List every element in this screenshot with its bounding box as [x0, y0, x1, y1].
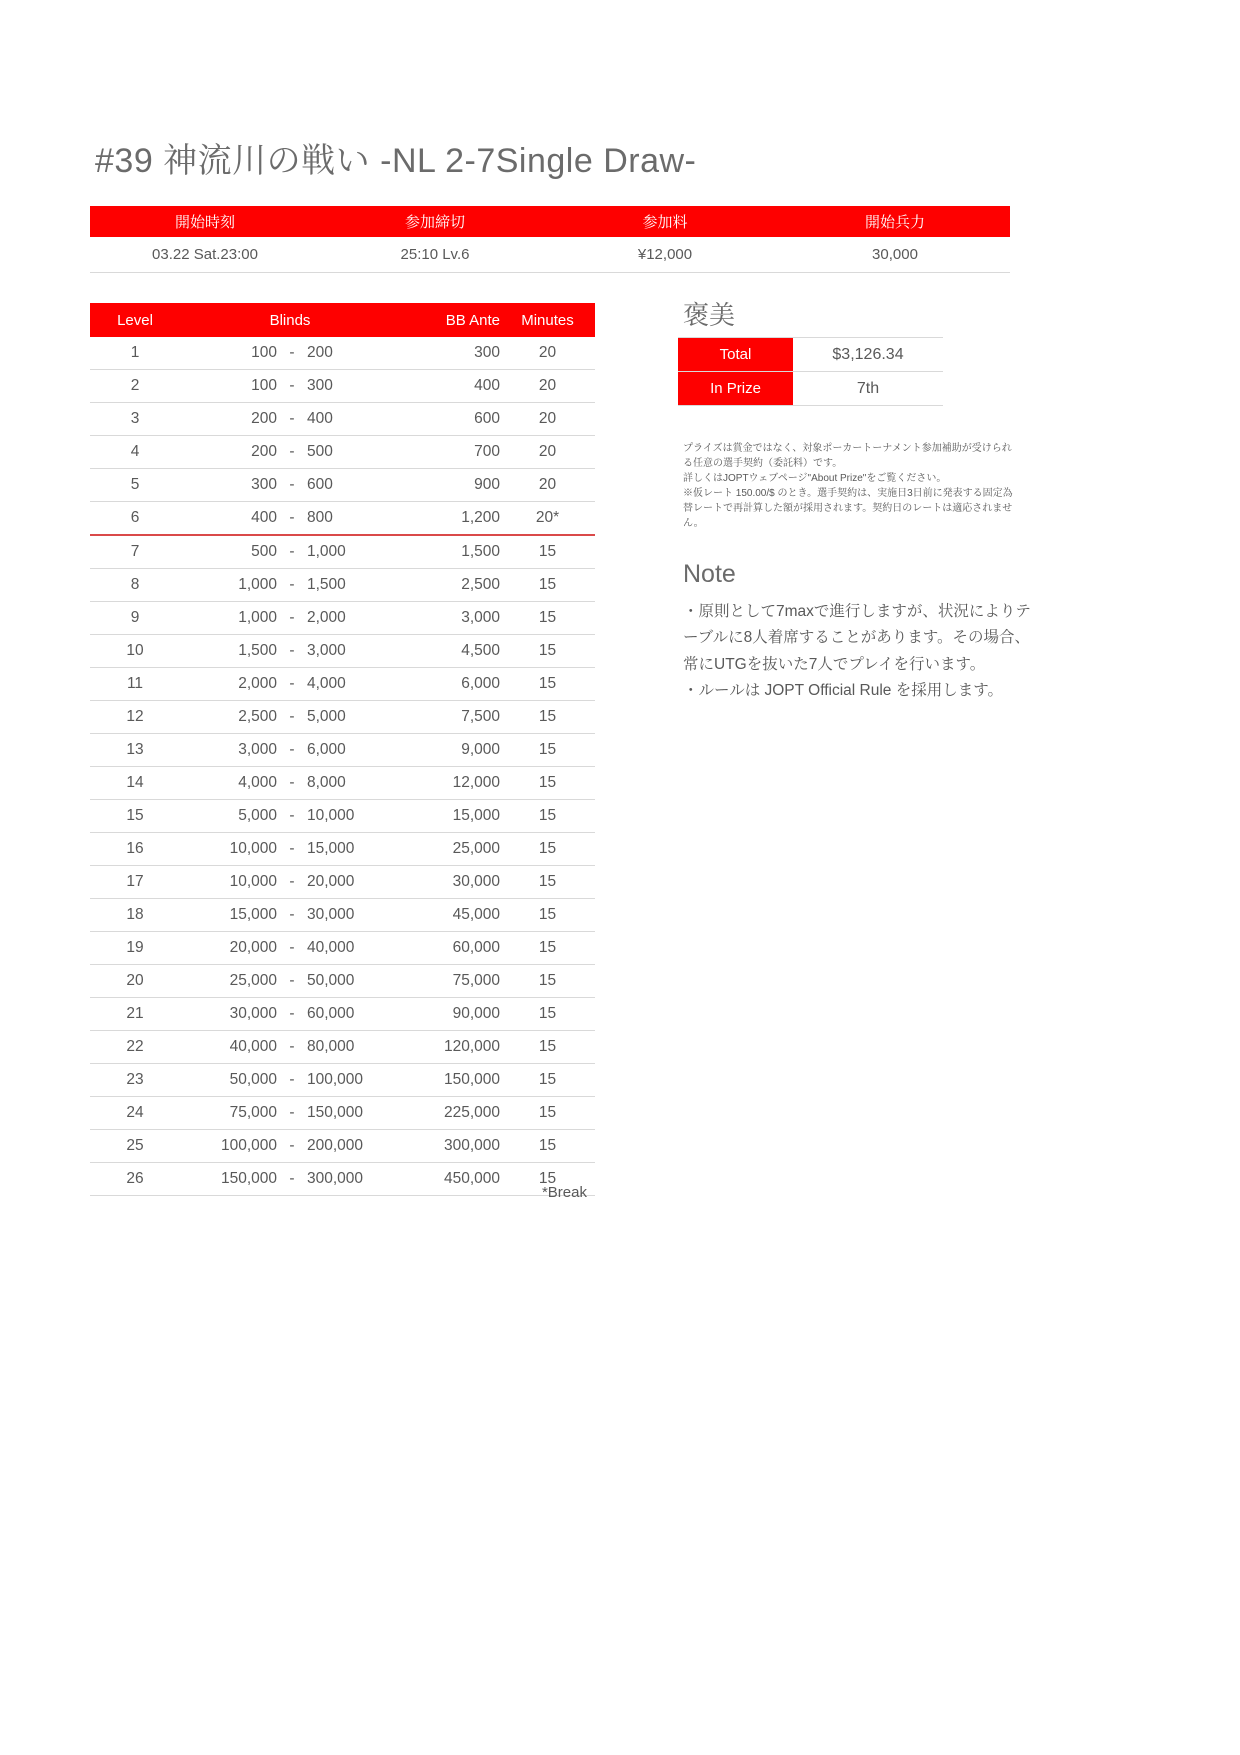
big-blind-value: 50,000	[307, 972, 355, 989]
bb-ante-cell: 600	[474, 410, 500, 427]
minutes-cell: 20	[538, 410, 557, 427]
big-blind-value: 1,500	[307, 576, 346, 593]
big-blind-value: 20,000	[307, 873, 355, 890]
break-footnote: *Break	[541, 1184, 587, 1201]
small-blind-value: 1,000	[238, 576, 277, 593]
info-header-bar	[90, 206, 1010, 237]
structure-row-level-15	[90, 800, 595, 833]
blinds-separator: -	[289, 972, 295, 989]
structure-row-level-11	[90, 668, 595, 701]
big-blind-value: 3,000	[307, 642, 346, 659]
blinds-separator: -	[289, 377, 295, 394]
big-blind-value: 150,000	[307, 1104, 364, 1121]
bb-ante-cell: 9,000	[461, 741, 500, 758]
prize-note-line: ※仮レート 150.00/$ のとき。選手契約は、実施日3日前に発表する固定為替レートで再計算した額が採用されます。契約日のレートは適応されません。	[683, 488, 1013, 529]
blinds-cell	[180, 906, 400, 924]
info-header-cell: 参加料	[642, 214, 688, 231]
info-value-cell: 25:10 Lv.6	[400, 246, 470, 263]
level-cell: 20	[126, 972, 144, 989]
structure-row-level-8	[90, 569, 595, 602]
blinds-cell	[180, 1104, 400, 1122]
small-blind-value: 75,000	[229, 1104, 277, 1121]
blinds-cell	[180, 377, 400, 395]
header-minutes: Minutes	[521, 311, 574, 329]
info-value-cell: 30,000	[872, 246, 918, 263]
small-blind-value: 1,500	[238, 642, 277, 659]
small-blind-value: 300	[251, 476, 277, 493]
blinds-structure-table	[90, 303, 595, 1196]
blinds-cell	[180, 344, 400, 362]
blinds-separator: -	[289, 576, 295, 593]
blinds-cell	[180, 410, 400, 428]
level-cell: 24	[126, 1104, 144, 1121]
structure-row-level-19	[90, 932, 595, 965]
structure-row-level-7	[90, 536, 595, 569]
blinds-cell	[180, 1137, 400, 1155]
structure-row-level-1	[90, 337, 595, 370]
small-blind-value: 500	[251, 543, 277, 560]
blinds-cell	[180, 807, 400, 825]
minutes-cell: 15	[538, 1005, 557, 1022]
minutes-cell: 20	[538, 377, 557, 394]
blinds-separator: -	[289, 1038, 295, 1055]
level-cell: 13	[126, 741, 144, 758]
structure-row-level-25	[90, 1130, 595, 1163]
structure-row-level-10	[90, 635, 595, 668]
blinds-separator: -	[289, 708, 295, 725]
structure-row-level-5	[90, 469, 595, 502]
structure-row-level-20	[90, 965, 595, 998]
bb-ante-cell: 15,000	[452, 807, 500, 824]
bb-ante-cell: 12,000	[452, 774, 500, 791]
header-level: Level	[117, 311, 153, 329]
minutes-cell: 15	[538, 609, 557, 626]
blinds-separator: -	[289, 543, 295, 560]
blinds-cell	[180, 1071, 400, 1089]
minutes-cell: 15	[538, 1038, 557, 1055]
page-title: #39 神流川の戦い -NL 2-7Single Draw-	[95, 142, 697, 180]
minutes-cell: 15	[538, 840, 557, 857]
level-cell: 4	[130, 443, 140, 460]
bb-ante-cell: 225,000	[443, 1104, 500, 1121]
structure-row-level-2	[90, 370, 595, 403]
big-blind-value: 300,000	[307, 1170, 364, 1187]
blinds-cell	[180, 873, 400, 891]
structure-table-header	[90, 303, 595, 337]
structure-row-level-22	[90, 1031, 595, 1064]
big-blind-value: 500	[307, 443, 333, 460]
structure-row-level-18	[90, 899, 595, 932]
minutes-cell: 20	[538, 443, 557, 460]
small-blind-value: 20,000	[229, 939, 277, 956]
level-cell: 12	[126, 708, 144, 725]
small-blind-value: 150,000	[220, 1170, 277, 1187]
structure-row-level-16	[90, 833, 595, 866]
big-blind-value: 30,000	[307, 906, 355, 923]
info-values-row	[90, 237, 1010, 273]
bb-ante-cell: 900	[474, 476, 500, 493]
small-blind-value: 40,000	[229, 1038, 277, 1055]
level-cell: 5	[130, 476, 140, 493]
structure-row-level-12	[90, 701, 595, 734]
prize-disclaimer-notes	[683, 441, 1019, 531]
blinds-cell	[180, 1038, 400, 1056]
small-blind-value: 30,000	[229, 1005, 277, 1022]
level-cell: 3	[130, 410, 140, 427]
blinds-separator: -	[289, 675, 295, 692]
small-blind-value: 15,000	[229, 906, 277, 923]
blinds-cell	[180, 840, 400, 858]
blinds-cell	[180, 576, 400, 594]
level-cell: 18	[126, 906, 144, 923]
small-blind-value: 2,000	[238, 675, 277, 692]
small-blind-value: 100	[251, 377, 277, 394]
bb-ante-cell: 3,000	[461, 609, 500, 626]
prize-heading: 褒美	[683, 300, 736, 330]
blinds-separator: -	[289, 476, 295, 493]
small-blind-value: 100	[251, 344, 277, 361]
note-item: ・原則として7maxで進行しますが、状況によりテーブルに8人着席することがあります。その場合、常にUTGを抜いた7人でプレイを行います。	[683, 603, 1031, 673]
blinds-separator: -	[289, 741, 295, 758]
blinds-separator: -	[289, 609, 295, 626]
prize-note-line: 詳しくはJOPTウェブページ"About Prize"をご覧ください。	[683, 473, 947, 484]
structure-row-level-24	[90, 1097, 595, 1130]
level-cell: 23	[126, 1071, 144, 1088]
big-blind-value: 100,000	[307, 1071, 364, 1088]
bb-ante-cell: 2,500	[461, 576, 500, 593]
small-blind-value: 200	[251, 410, 277, 427]
minutes-cell: 15	[538, 1104, 557, 1121]
bb-ante-cell: 150,000	[443, 1071, 500, 1088]
minutes-cell: 15	[538, 708, 557, 725]
minutes-cell: 15	[538, 906, 557, 923]
bb-ante-cell: 120,000	[443, 1038, 500, 1055]
big-blind-value: 4,000	[307, 675, 346, 692]
blinds-separator: -	[289, 443, 295, 460]
structure-row-level-9	[90, 602, 595, 635]
small-blind-value: 10,000	[229, 840, 277, 857]
blinds-separator: -	[289, 509, 295, 526]
info-value-cell: ¥12,000	[637, 246, 693, 263]
bb-ante-cell: 6,000	[461, 675, 500, 692]
minutes-cell: 15	[538, 807, 557, 824]
blinds-separator: -	[289, 840, 295, 857]
big-blind-value: 200	[307, 344, 333, 361]
prize-table	[678, 337, 943, 406]
prize-row	[678, 372, 943, 406]
level-cell: 1	[130, 344, 140, 361]
blinds-separator: -	[289, 1104, 295, 1121]
small-blind-value: 2,500	[238, 708, 277, 725]
blinds-cell	[180, 939, 400, 957]
minutes-cell: 15	[538, 675, 557, 692]
structure-row-level-6	[90, 502, 595, 536]
structure-row-level-17	[90, 866, 595, 899]
note-heading: Note	[683, 560, 736, 588]
structure-row-level-13	[90, 734, 595, 767]
blinds-separator: -	[289, 939, 295, 956]
bb-ante-cell: 75,000	[452, 972, 500, 989]
minutes-cell: 15	[538, 873, 557, 890]
minutes-cell: 15	[538, 972, 557, 989]
blinds-cell	[180, 741, 400, 759]
big-blind-value: 40,000	[307, 939, 355, 956]
blinds-separator: -	[289, 774, 295, 791]
level-cell: 10	[126, 642, 144, 659]
big-blind-value: 600	[307, 476, 333, 493]
big-blind-value: 200,000	[307, 1137, 364, 1154]
note-item: ・ルールは JOPT Official Rule を採用します。	[683, 682, 1003, 700]
bb-ante-cell: 60,000	[452, 939, 500, 956]
prize-row	[678, 338, 943, 372]
small-blind-value: 50,000	[229, 1071, 277, 1088]
blinds-separator: -	[289, 807, 295, 824]
level-cell: 15	[126, 807, 144, 824]
blinds-cell	[180, 476, 400, 494]
level-cell: 22	[126, 1038, 144, 1055]
level-cell: 14	[126, 774, 144, 791]
prize-value-cell: 7th	[856, 379, 880, 397]
minutes-cell: 15	[538, 543, 557, 560]
blinds-cell	[180, 708, 400, 726]
small-blind-value: 5,000	[238, 807, 277, 824]
structure-row-level-14	[90, 767, 595, 800]
small-blind-value: 4,000	[238, 774, 277, 791]
small-blind-value: 10,000	[229, 873, 277, 890]
bb-ante-cell: 30,000	[452, 873, 500, 890]
level-cell: 2	[130, 377, 140, 394]
header-blinds: Blinds	[269, 311, 311, 329]
level-cell: 17	[126, 873, 144, 890]
blinds-separator: -	[289, 1005, 295, 1022]
info-value-cell: 03.22 Sat.23:00	[152, 246, 258, 263]
big-blind-value: 6,000	[307, 741, 346, 758]
level-cell: 6	[130, 509, 140, 526]
small-blind-value: 100,000	[220, 1137, 277, 1154]
bb-ante-cell: 450,000	[443, 1170, 500, 1187]
big-blind-value: 10,000	[307, 807, 355, 824]
big-blind-value: 1,000	[307, 543, 346, 560]
level-cell: 26	[126, 1170, 144, 1187]
minutes-cell: 15	[538, 774, 557, 791]
blinds-cell	[180, 509, 400, 527]
note-body	[683, 599, 1031, 704]
blinds-cell	[180, 774, 400, 792]
big-blind-value: 800	[307, 509, 333, 526]
info-header-cell: 開始時刻	[174, 214, 235, 231]
bb-ante-cell: 300	[474, 344, 500, 361]
bb-ante-cell: 400	[474, 377, 500, 394]
blinds-cell	[180, 972, 400, 990]
small-blind-value: 3,000	[238, 741, 277, 758]
bb-ante-cell: 45,000	[452, 906, 500, 923]
blinds-cell	[180, 1005, 400, 1023]
big-blind-value: 5,000	[307, 708, 346, 725]
level-cell: 11	[126, 675, 144, 692]
big-blind-value: 80,000	[307, 1038, 355, 1055]
big-blind-value: 15,000	[307, 840, 355, 857]
small-blind-value: 25,000	[229, 972, 277, 989]
big-blind-value: 300	[307, 377, 333, 394]
bb-ante-cell: 300,000	[443, 1137, 500, 1154]
info-header-cell: 開始兵力	[864, 214, 925, 231]
structure-row-level-4	[90, 436, 595, 469]
big-blind-value: 60,000	[307, 1005, 355, 1022]
header-bb-ante: BB Ante	[445, 311, 500, 329]
minutes-cell: 20*	[535, 509, 560, 526]
small-blind-value: 200	[251, 443, 277, 460]
bb-ante-cell: 4,500	[461, 642, 500, 659]
blinds-separator: -	[289, 1170, 295, 1187]
bb-ante-cell: 7,500	[461, 708, 500, 725]
minutes-cell: 15	[538, 1137, 557, 1154]
blinds-separator: -	[289, 873, 295, 890]
blinds-cell	[180, 642, 400, 660]
level-cell: 9	[130, 609, 140, 626]
level-cell: 25	[126, 1137, 144, 1154]
bb-ante-cell: 1,500	[461, 543, 500, 560]
prize-value-cell: $3,126.34	[832, 345, 904, 363]
blinds-separator: -	[289, 1137, 295, 1154]
blinds-separator: -	[289, 906, 295, 923]
minutes-cell: 20	[538, 344, 557, 361]
info-header-cell: 参加締切	[404, 214, 465, 231]
minutes-cell: 15	[538, 939, 557, 956]
big-blind-value: 2,000	[307, 609, 346, 626]
bb-ante-cell: 1,200	[461, 509, 500, 526]
minutes-cell: 15	[538, 1170, 557, 1187]
level-cell: 7	[130, 543, 140, 560]
minutes-cell: 15	[538, 1071, 557, 1088]
level-cell: 21	[126, 1005, 144, 1022]
big-blind-value: 400	[307, 410, 333, 427]
bb-ante-cell: 700	[474, 443, 500, 460]
level-cell: 19	[126, 939, 144, 956]
blinds-cell	[180, 443, 400, 461]
prize-label-cell: In Prize	[678, 372, 793, 405]
bb-ante-cell: 25,000	[452, 840, 500, 857]
small-blind-value: 400	[251, 509, 277, 526]
level-cell: 16	[126, 840, 144, 857]
prize-label-cell: Total	[678, 338, 793, 371]
minutes-cell: 15	[538, 741, 557, 758]
blinds-cell	[180, 609, 400, 627]
small-blind-value: 1,000	[238, 609, 277, 626]
structure-row-level-21	[90, 998, 595, 1031]
structure-row-level-3	[90, 403, 595, 436]
prize-note-line: プライズは賞金ではなく、対象ポーカートーナメント参加補助が受けられる任意の選手契約（委託料）です。	[683, 443, 1012, 469]
level-cell: 8	[130, 576, 140, 593]
blinds-separator: -	[289, 410, 295, 427]
minutes-cell: 15	[538, 576, 557, 593]
blinds-separator: -	[289, 344, 295, 361]
blinds-cell	[180, 675, 400, 693]
bb-ante-cell: 90,000	[452, 1005, 500, 1022]
structure-row-level-23	[90, 1064, 595, 1097]
blinds-separator: -	[289, 642, 295, 659]
big-blind-value: 8,000	[307, 774, 346, 791]
structure-table-body	[90, 337, 595, 1196]
minutes-cell: 15	[538, 642, 557, 659]
minutes-cell: 20	[538, 476, 557, 493]
blinds-cell	[180, 543, 400, 561]
blinds-separator: -	[289, 1071, 295, 1088]
